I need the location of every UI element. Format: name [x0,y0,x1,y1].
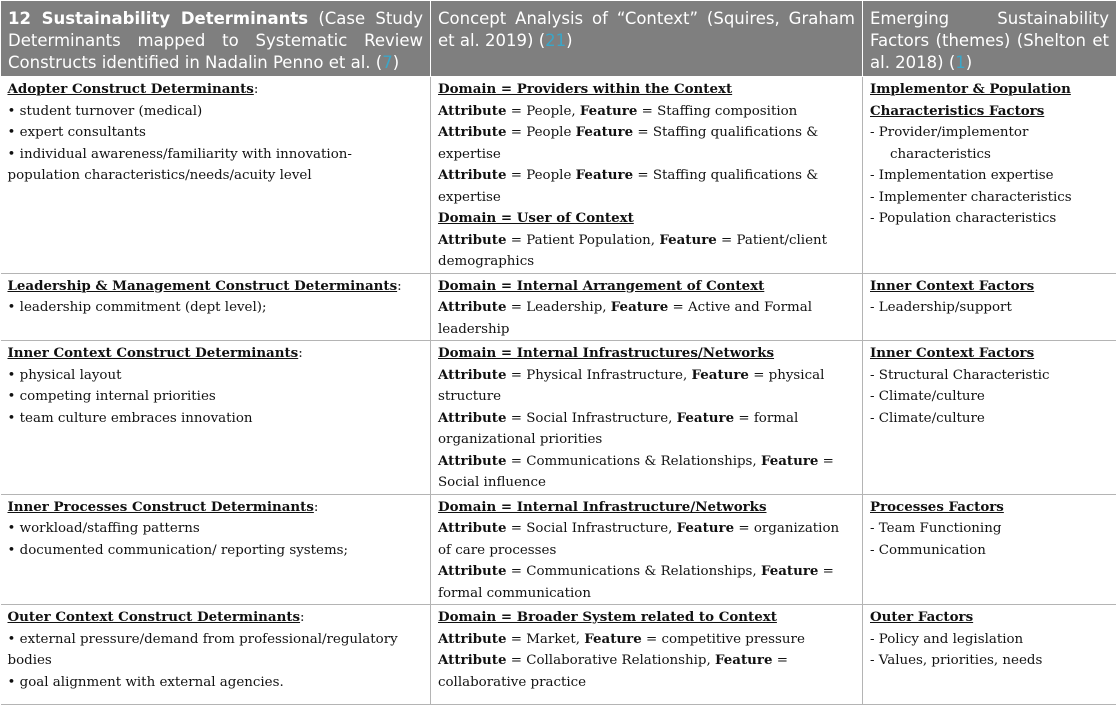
list-item: - Provider/implementor [870,122,1110,144]
list-item: • individual awareness/familiarity with innovation-population characteristics/needs/acuity level [8,144,424,187]
header-row [1,1,1116,77]
list-item: - Implementation expertise [870,165,1110,187]
attribute-line: Attribute = Communications & Relationships, Feature = Social influence [438,451,855,494]
cell-context-analysis [431,605,863,705]
domain-heading: Domain = Broader System related to Context [438,607,855,629]
construct-heading: Leadership & Management Construct Determinants: [8,276,424,298]
ref-link[interactable]: 7 [382,53,393,72]
factors-heading: Processes Factors [870,497,1110,519]
list-item: • leadership commitment (dept level); [8,297,424,319]
cell-determinants [1,341,431,495]
list-item: - Climate/culture [870,408,1110,430]
construct-heading: Inner Processes Construct Determinants: [8,497,424,519]
attribute-line: Attribute = Physical Infrastructure, Feature = physical structure [438,365,855,408]
cell-factors [863,273,1116,341]
header-col-determinants: 12 Sustainability Determinants (Case Study Determinants mapped to Systematic Review Constructs identified in Nadalin Penno et al. (7) [1,1,431,77]
list-item: • workload/staffing patterns [8,518,424,540]
cell-factors [863,605,1116,705]
list-item: • external pressure/demand from professional/regulatory bodies [8,629,424,672]
domain-heading: Domain = User of Context [438,208,855,230]
cell-factors [863,494,1116,605]
domain-heading: Domain = Providers within the Context [438,79,855,101]
attribute-line: Attribute = Communications & Relationships, Feature = formal communication [438,561,855,604]
header-col-context: Concept Analysis of “Context” (Squires, Graham et al. 2019) (21) [431,1,863,77]
cell-determinants [1,605,431,705]
attribute-line: Attribute = People Feature = Staffing qualifications & expertise [438,122,855,165]
attribute-line: Attribute = Social Infrastructure, Feature = organization of care processes [438,518,855,561]
factors-heading: Inner Context Factors [870,343,1110,365]
attribute-line: Attribute = Leadership, Feature = Active and Formal leadership [438,297,855,340]
table-row [1,273,1116,341]
attribute-line: Attribute = People, Feature = Staffing composition [438,101,855,123]
domain-heading: Domain = Internal Infrastructures/Networks [438,343,855,365]
construct-heading: Outer Context Construct Determinants: [8,607,424,629]
table-row [1,77,1116,274]
table-row [1,494,1116,605]
list-item: • competing internal priorities [8,386,424,408]
list-item: - Leadership/support [870,297,1110,319]
attribute-line: Attribute = Collaborative Relationship, Feature = collaborative practice [438,650,855,693]
construct-heading: Inner Context Construct Determinants: [8,343,424,365]
list-item: - Communication [870,540,1110,562]
list-item: - Policy and legislation [870,629,1110,651]
list-item: - Team Functioning [870,518,1110,540]
domain-heading: Domain = Internal Arrangement of Context [438,276,855,298]
attribute-line: Attribute = Market, Feature = competitive pressure [438,629,855,651]
cell-context-analysis [431,494,863,605]
list-item: - Climate/culture [870,386,1110,408]
cell-determinants [1,77,431,274]
factors-heading: Implementor & Population Characteristics Factors [870,79,1110,122]
list-item: • student turnover (medical) [8,101,424,123]
construct-heading: Adopter Construct Determinants: [8,79,424,101]
domain-heading: Domain = Internal Infrastructure/Networks [438,497,855,519]
list-item: • documented communication/ reporting systems; [8,540,424,562]
list-item: • goal alignment with external agencies. [8,672,424,694]
cell-determinants [1,494,431,605]
table-row [1,341,1116,495]
factors-heading: Outer Factors [870,607,1110,629]
ref-link[interactable]: 21 [545,31,566,50]
cell-context-analysis [431,341,863,495]
cell-factors [863,77,1116,274]
list-item: • team culture embraces innovation [8,408,424,430]
list-item: - Values, priorities, needs [870,650,1110,672]
ref-link[interactable]: 1 [955,53,966,72]
table-row [1,605,1116,705]
cell-context-analysis [431,273,863,341]
header-col-factors: Emerging Sustainability Factors (themes) (Shelton et al. 2018) (1) [863,1,1116,77]
cell-determinants [1,273,431,341]
factors-heading: Inner Context Factors [870,276,1110,298]
cell-factors [863,341,1116,495]
attribute-line: Attribute = People Feature = Staffing qualifications & expertise [438,165,855,208]
list-item: • physical layout [8,365,424,387]
list-item: - Structural Characteristic [870,365,1110,387]
list-item: - Implementer characteristics [870,187,1110,209]
attribute-line: Attribute = Patient Population, Feature = Patient/client demographics [438,230,855,273]
attribute-line: Attribute = Social Infrastructure, Feature = formal organizational priorities [438,408,855,451]
cell-context-analysis [431,77,863,274]
list-item: characteristics [870,144,1110,166]
list-item: • expert consultants [8,122,424,144]
list-item: - Population characteristics [870,208,1110,230]
